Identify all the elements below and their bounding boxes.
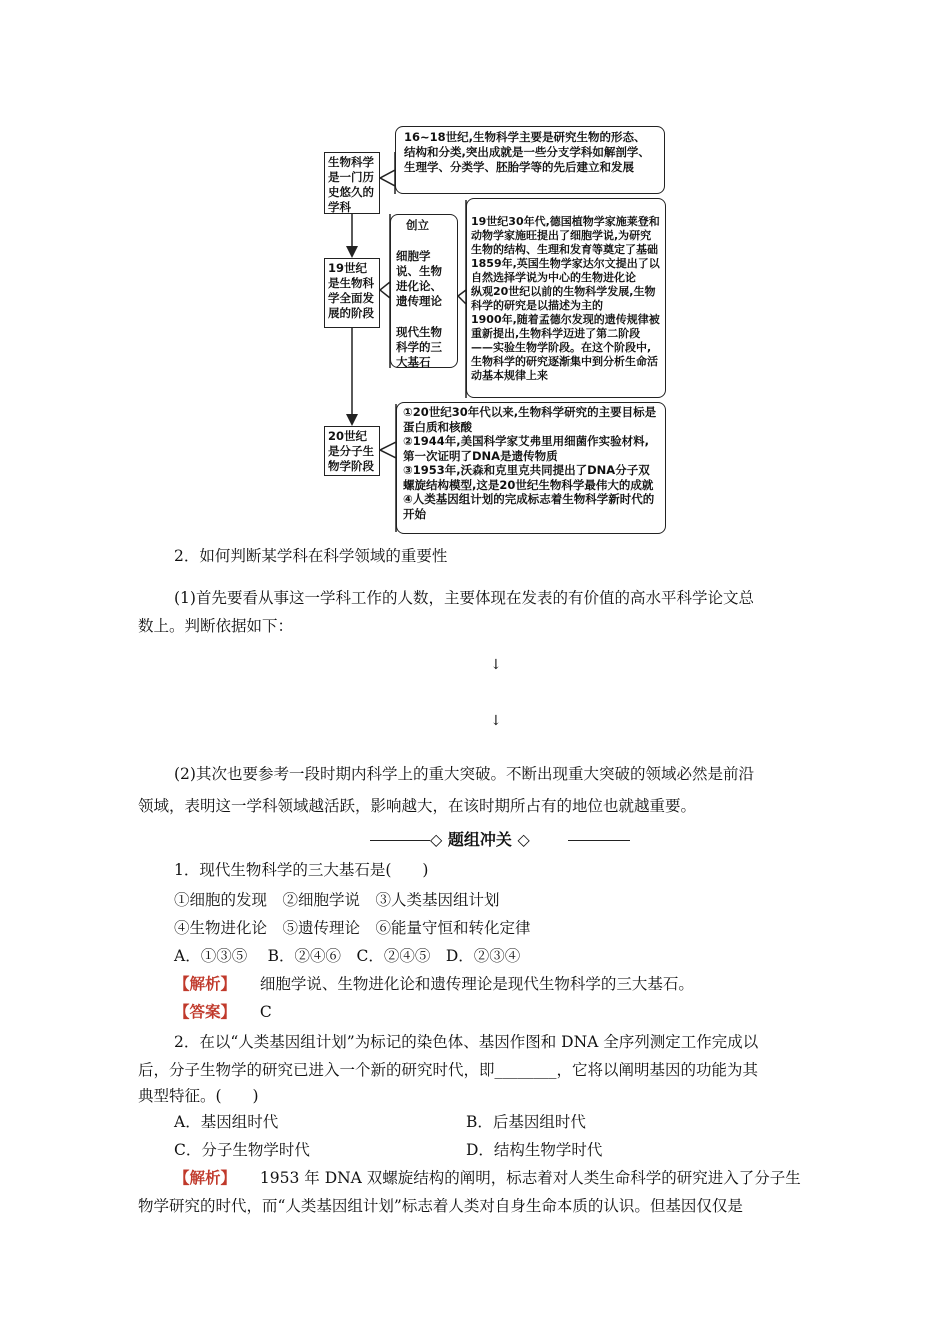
box-20th-century <box>324 426 380 476</box>
item-text: 1953年,沃森和克里克共同提出了DNA分子双螺旋结构模型,这是20世纪生物科学最伟大的成就 <box>403 463 654 492</box>
q1-analysis-text: 细胞学说、生物进化论和遗传理论是现代生物科学的三大基石。 <box>259 975 694 993</box>
q2-analysis-line1 <box>174 1164 801 1192</box>
down-arrow-icon: ↓ <box>490 713 502 729</box>
section2-p2-line1: (2)其次也要参考一段时期内科学上的重大突破。不断出现重大突破的领域必然是前沿 <box>174 765 754 783</box>
q1-stem: 1．现代生物科学的三大基石是( ) <box>174 861 429 879</box>
item-num: ② <box>403 434 413 448</box>
q2-stem-line2: 后，分子生物学的研究已进入一个新的研究时代，即________，它将以阐明基因的功能为其 <box>138 1061 759 1079</box>
item-text: 20世纪30年代以来,生物科学研究的主要目标是蛋白质和核酸 <box>403 405 657 434</box>
box-ancient-discipline-text: 生物科学是一门历史悠久的学科 <box>328 155 374 214</box>
heading-rule-right <box>568 840 630 841</box>
item-num: ③ <box>403 463 413 477</box>
q1-options-row2: ④生物进化论 ⑤遗传理论 ⑥能量守恒和转化定律 <box>174 919 531 937</box>
item-num: ④ <box>403 492 413 506</box>
q2-stem-line1: 2．在以“人类基因组计划”为标记的染色体、基因作图和 DNA 全序列测定工作完成以 <box>174 1033 759 1051</box>
box-20th-detail <box>396 402 666 534</box>
q2-option-b: B．后基因组时代 <box>466 1113 586 1131</box>
box-19th-detail <box>466 198 666 398</box>
analysis-tag: 【解析】 <box>174 974 237 993</box>
q1-answer <box>174 998 272 1026</box>
q2-stem-line3: 典型特征。( ) <box>138 1087 259 1105</box>
section2-p1-line1: (1)首先要看从事这一学科工作的人数，主要体现在发表的有价值的高水平科学论文总 <box>174 589 754 607</box>
q1-options-row1: ①细胞的发现 ②细胞学说 ③人类基因组计划 <box>174 891 500 909</box>
q1-analysis <box>174 970 694 998</box>
pointer-2 <box>380 214 390 368</box>
box-foundations <box>390 214 458 368</box>
heading-rule-left <box>370 840 430 841</box>
history-diagram <box>0 0 950 540</box>
section2-p2-line2: 领域，表明这一学科领域越活跃，影响越大，在该时期所占有的地位也就越重要。 <box>138 797 697 815</box>
box-ancient-discipline <box>324 152 380 214</box>
box-20th-century-text: 20世纪是分子生物学阶段 <box>328 429 374 473</box>
answer-tag: 【答案】 <box>174 1002 237 1021</box>
pointer-1 <box>380 152 395 194</box>
pointer-3 <box>458 200 466 398</box>
q2-analysis-line2: 物学研究的时代，而“人类基因组计划”标志着人类对自身生命本质的认识。但基因仅仅是 <box>138 1197 743 1215</box>
box-16-18-century <box>395 126 665 194</box>
analysis-tag: 【解析】 <box>174 1168 237 1187</box>
item-num: ① <box>403 405 413 419</box>
box-19th-century-text: 19世纪是生物科学全面发展的阶段 <box>328 261 374 320</box>
q2-option-c: C．分子生物学时代 <box>174 1141 310 1159</box>
foundations-create: 创立 <box>406 218 429 232</box>
foundations-cornerstones: 现代生物科学的三大基石 <box>396 325 442 369</box>
box-20th-item-1 <box>403 405 659 434</box>
section2-p1-line2: 数上。判断依据如下： <box>138 617 294 635</box>
item-text: 1944年,美国科学家艾弗里用细菌作实验材料,第一次证明了DNA是遗传物质 <box>403 434 649 463</box>
item-text: 人类基因组计划的完成标志着生物科学新时代的开始 <box>403 492 655 521</box>
box-16-18-century-text: 16~18世纪,生物科学主要是研究生物的形态、结构和分类,突出成就是一些分支学科如解剖学、生理学、分类学、胚胎学等的先后建立和发展 <box>404 130 650 174</box>
box-20th-item-4 <box>403 492 659 521</box>
foundations-theories: 细胞学说、生物进化论、遗传理论 <box>396 249 442 308</box>
q2-analysis-text-1: 1953 年 DNA 双螺旋结构的阐明，标志着对人类生命科学的研究进入了分子生 <box>259 1169 801 1187</box>
q2-option-d: D．结构生物学时代 <box>466 1141 603 1159</box>
q1-answer-text: C <box>259 1003 272 1021</box>
box-20th-item-3 <box>403 463 659 492</box>
section2-title: 2．如何判断某学科在科学领域的重要性 <box>174 547 448 565</box>
q2-option-a: A．基因组时代 <box>174 1113 279 1131</box>
down-arrow-icon: ↓ <box>490 657 502 673</box>
group-heading: ◇ 题组冲关 ◇ <box>430 830 530 849</box>
box-20th-item-2 <box>403 434 659 463</box>
pointer-4 <box>380 404 396 532</box>
q1-choices: A．①③⑤ B．②④⑥ C．②④⑤ D．②③④ <box>174 947 521 965</box>
box-19th-detail-text: 19世纪30年代,德国植物学家施莱登和动物学家施旺提出了细胞学说,为研究生物的结构、生理和发育等奠定了基础 1859年,英国生物学家达尔文提出了以自然选择学说为中心的生物进化论 纵观20世纪以前的生物科学发展,生物科学的研究是以描述为主的 1900年,随着孟德尔发现的遗传规律被重新提出,生物科学迈进了第二阶段——实验生物学阶段。在这个阶段中,生物科学的研究逐渐集中到分析生命活动基本规律上来 <box>471 215 660 382</box>
box-19th-century <box>324 258 380 328</box>
